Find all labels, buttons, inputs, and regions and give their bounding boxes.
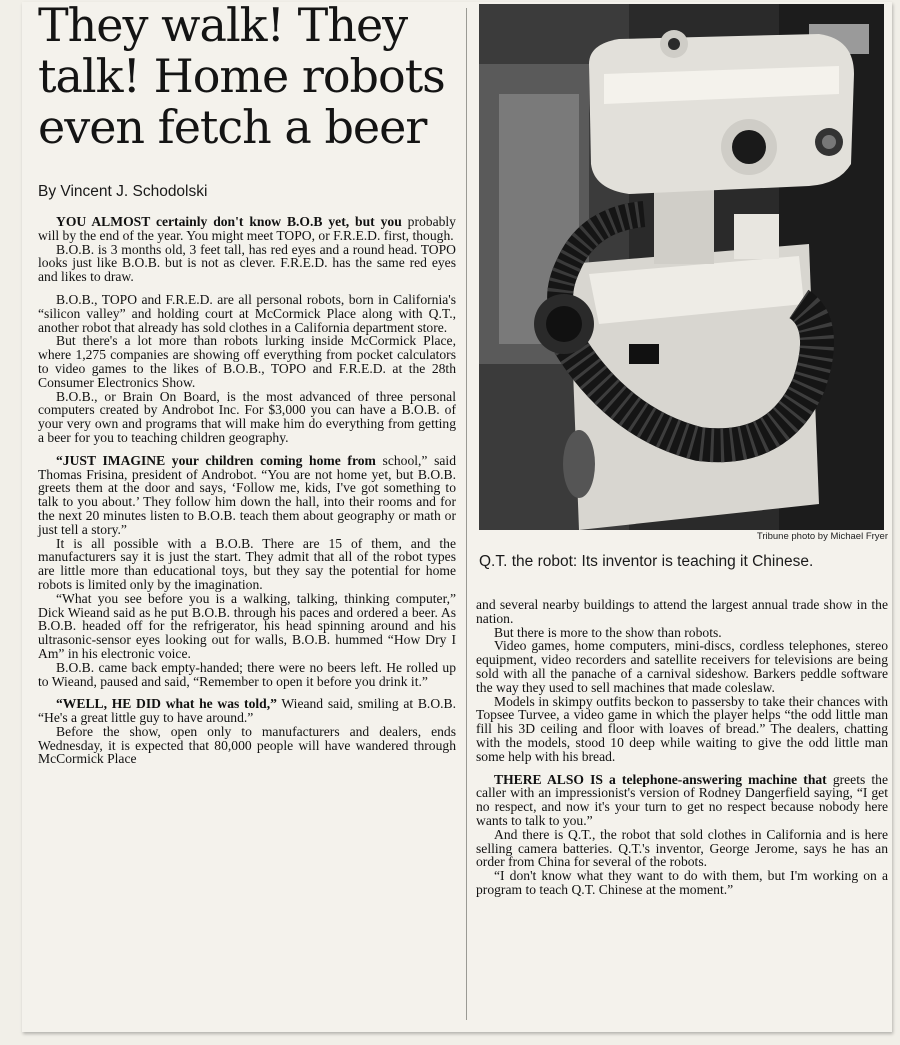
photo-caption: Q.T. the robot: Its inventor is teaching it Chinese.: [479, 553, 814, 570]
paragraph: B.O.B. came back empty-handed; there were no beers left. He rolled up to Wieand, paused and said, “Remember to open it before you drink it.”: [38, 659, 456, 689]
paragraph: “What you see before you is a walking, talking, thinking computer,” Dick Wieand said as he put B.O.B. through his paces and ordered a beer. As B.O.B. headed off for the refrigerator, his head spinning around and his ultrasonic-sensor eyes looking out for walls, B.O.B. hummed “How Dry I Am” in his electronic voice.: [38, 590, 456, 661]
paragraph: It is all possible with a B.O.B. There are 15 of them, and the manufacturers say it is just the start. They admit that all of the robot types are little more than educational toys, but they say the potential for home robots is limited only by the imagination.: [38, 535, 456, 592]
paragraph: “WELL, HE DID what he was told,” Wieand said, smiling at B.O.B. “He's a great little guy to have around.”: [38, 696, 457, 726]
byline: By Vincent J. Schodolski: [38, 183, 208, 200]
paragraph: B.O.B., or Brain On Board, is the most advanced of three personal computers created by Androbot Inc. For $3,000 you can have a B.O.B. of your very own and programs that will make him do everything from getting a beer for you to teaching children geography.: [38, 388, 456, 445]
paragraph: YOU ALMOST certainly don't know B.O.B yet, but you probably will by the end of the year. You might meet TOPO, or F.R.E.D. first, though.: [38, 214, 456, 243]
article-column-2: [476, 598, 888, 897]
headline: They walk! They talk! Home robots even fetch a beer: [38, 0, 445, 154]
paragraph: But there is more to the show than robots.: [494, 624, 722, 640]
paragraph: But there's a lot more than robots lurking inside McCormick Place, where 1,275 companies are showing off everything from pocket calculators to video games to the likes of B.O.B., TOPO and F.R.E.D. at the 28th Consumer Electronics Show.: [38, 333, 456, 390]
paragraph: Models in skimpy outfits beckon to passersby to take their chances with Topsee Turvee, a video game in which the player helps “the odd little man fill his 3D ceiling and floor with loaves of bread.” The dealers, chatting with the models, stood 10 deep while waiting to give the odd little man some help with his bread.: [476, 693, 888, 764]
paragraph: B.O.B., TOPO and F.R.E.D. are all personal robots, born in California's “silicon valley” and holding court at McCormick Place along with Q.T., another robot that already has sold clothes in a California department store.: [38, 291, 456, 335]
photo-credit: Tribune photo by Michael Fryer: [756, 531, 888, 542]
robot-illustration: [479, 4, 884, 530]
paragraph: “I don't know what they want to do with them, but I'm working on a program to teach Q.T. Chinese at the moment.”: [476, 868, 888, 897]
paragraph: Video games, home computers, mini-discs, cordless telephones, stereo equipment, video recorders and satellite receivers for televisions are being sold with all the panache of a carnival sideshow. Barkers peddle software the way they used to sell machines that made coleslaw.: [476, 638, 888, 695]
lead-in: THERE ALSO IS a telephone-answering machine that: [494, 771, 827, 787]
article-column-1: [38, 215, 456, 766]
lead-in: “WELL, HE DID what he was told,”: [56, 696, 277, 712]
paragraph: and several nearby buildings to attend the largest annual trade show in the nation.: [476, 597, 888, 626]
paragraph: B.O.B. is 3 months old, 3 feet tall, has red eyes and a round head. TOPO looks just like B.O.B. but is not as clever. F.R.E.D. has the same red eyes and likes to draw.: [38, 241, 456, 285]
paragraph: “JUST IMAGINE your children coming home from school,” said Thomas Frisina, president of Androbot. “You are not home yet, but B.O.B. greets them at the door and says, ‘Follow me, kids, I've got something to talk to you about.’ They follow him down the hall, into their rooms and for the next 20 minutes listen to B.O.B. teach them about geography or math or just tell a story.”: [38, 452, 457, 537]
paragraph: Before the show, open only to manufacturers and dealers, ends Wednesday, it is expected that 80,000 people will have wandered through McCormick Place: [38, 723, 456, 767]
column-divider: [466, 8, 467, 1020]
paragraph: And there is Q.T., the robot that sold clothes in California and is here selling camera batteries. Q.T.'s inventor, George Jerome, says he has an order from China for several of the robots.: [476, 826, 888, 870]
paragraph: THERE ALSO IS a telephone-answering machine that greets the caller with an impressionist's version of Rodney Dangerfield saying, “I get no respect, and now it's your turn to get no respect because nobody here wants to talk to you.”: [476, 771, 888, 828]
lead-in: “JUST IMAGINE your children coming home from: [56, 452, 376, 468]
lead-in: YOU ALMOST certainly don't know B.O.B yet, but you: [56, 214, 402, 229]
robot-photo: [479, 4, 884, 530]
